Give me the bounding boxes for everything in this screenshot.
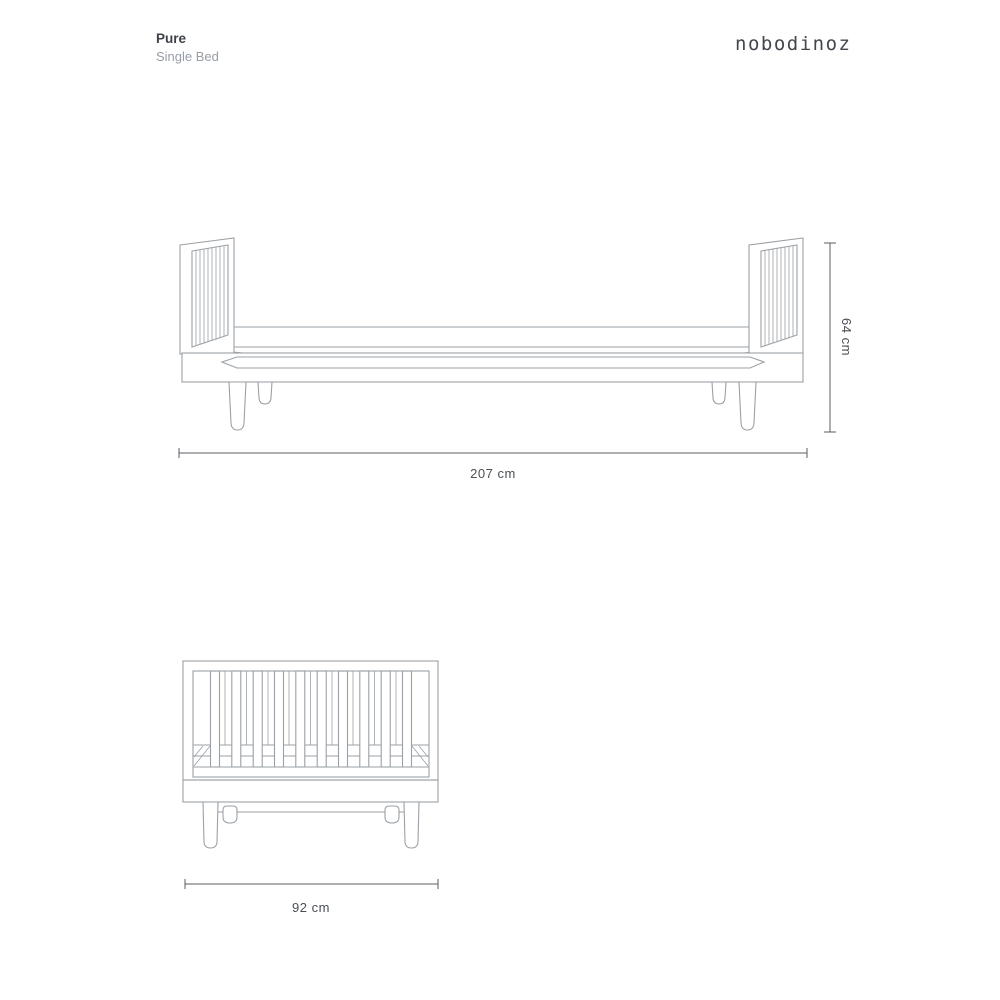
side-view-headboard (180, 238, 234, 354)
height-dimension (824, 243, 854, 432)
length-dimension-label: 207 cm (470, 466, 516, 481)
end-view-slats (211, 671, 412, 767)
end-view-drawing (183, 661, 438, 915)
product-name: Pure (156, 31, 187, 46)
side-view-footboard (749, 238, 803, 354)
width-dimension-label: 92 cm (292, 900, 330, 915)
end-view-base-rail (183, 780, 438, 802)
height-dimension-label: 64 cm (839, 318, 854, 356)
end-view-far-slats (225, 671, 396, 745)
side-view-drawing (179, 238, 854, 481)
side-view-rail (182, 353, 803, 382)
end-view-legs (203, 802, 419, 848)
length-dimension (179, 448, 807, 481)
side-view-legs (229, 382, 756, 430)
width-dimension (185, 879, 438, 915)
brand-logo: nobodinoz (735, 33, 852, 55)
end-view-inner-panel (193, 671, 429, 777)
product-variant: Single Bed (156, 49, 219, 64)
